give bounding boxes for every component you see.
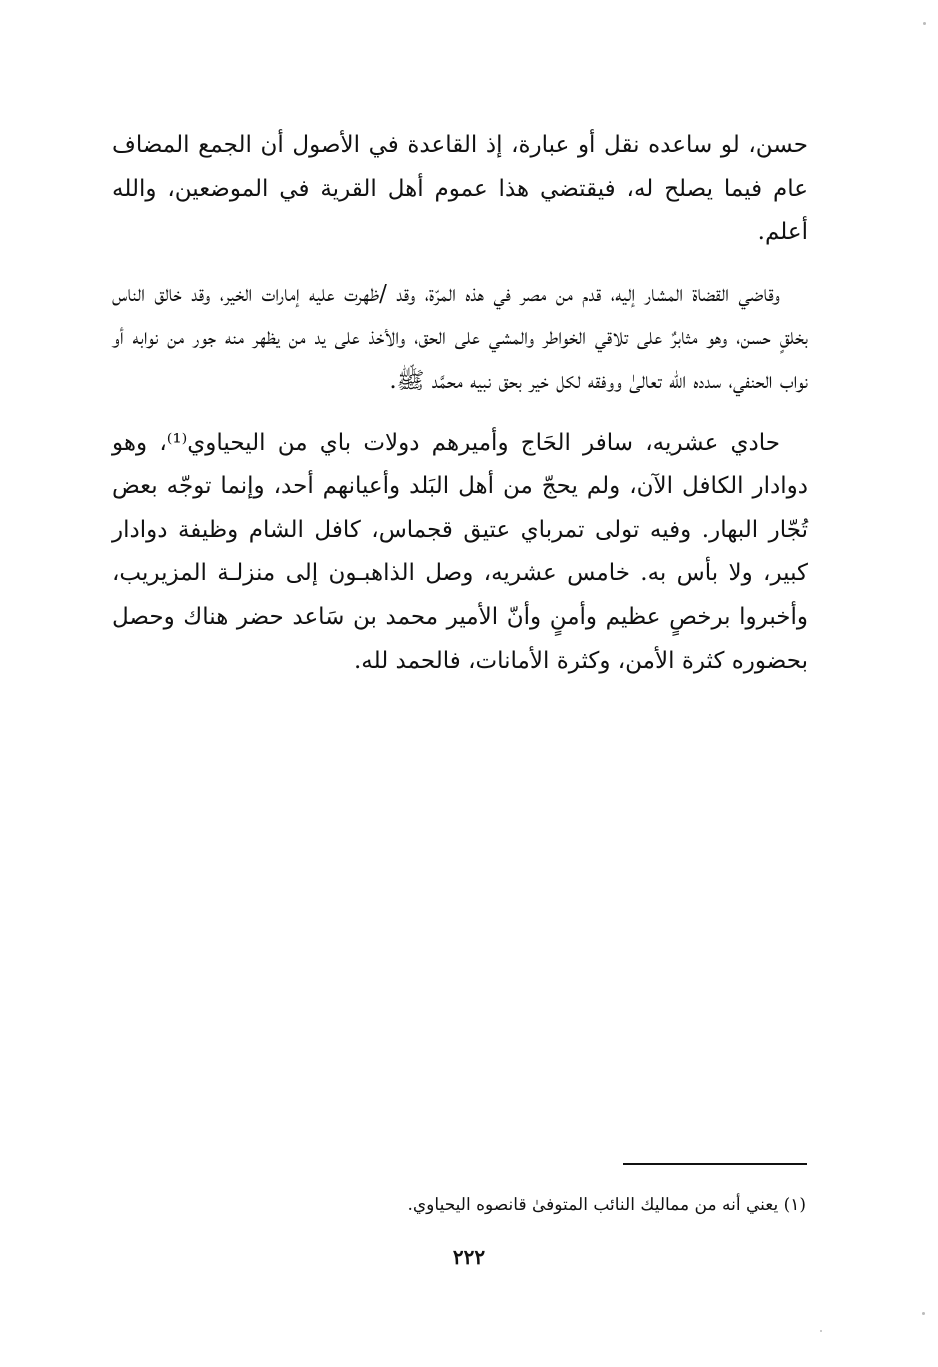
footnote-divider [623,1163,807,1165]
page-number: ٢٢٢ [452,1245,486,1269]
main-text-block [112,124,808,683]
paragraph-2: وقاضي القضاة المشار إليه، قدم من مصر في هذه المرّة، وقد /ظهرت عليه إمارات الخير، وقد خالق الناس بخلقٍ حسن، وهو مثابرٌ على تلاقي الخواطر والمشي على الحق، والأخذ على يد من يظهر منه جور من نوابه أو نواب الحنفي، سدده الله تعالىٰ ووفقه لكل خير بحق نبيه محمَّد ﷺ. [112,280,808,394]
scan-speck [923,22,926,25]
footnote: (١) يعني أنه من مماليك النائب المتوفىٰ قانصوه اليحياوي. [407,1195,806,1215]
scan-speck [820,1330,822,1332]
paragraph-1: حسن، لو ساعده نقل أو عبارة، إذ القاعدة في الأصول أن الجمع المضاف عام فيما يصلح له، فيقتضي هذا عموم أهل القرية في الموضعين، والله أعلم. [112,132,808,246]
scan-speck [922,1312,925,1315]
paragraph-3: حادي عشريه، سافر الحَاج وأميرهم دولات باي من اليحياوي⁽¹⁾، وهو دوادار الكافل الآن، ولم يحجّ من أهل البَلد وأعيانهم أحد، وإنما توجّه بعض تُجّار البهار. وفيه تولى تمرباي عتيق قجماس، كافل الشام وظيفة دوادار كبير، ولا بأس به. خامس عشريه، وصل الذاهبـون إلى منزلـة المزيريب، وأخبروا برخصٍ عظيم وأمنٍ وأنّ الأمير محمد بن سَاعد حضر هناك وحصل بحضوره كثرة الأمن، وكثرة الأمانات، فالحمد لله. [112,429,808,674]
